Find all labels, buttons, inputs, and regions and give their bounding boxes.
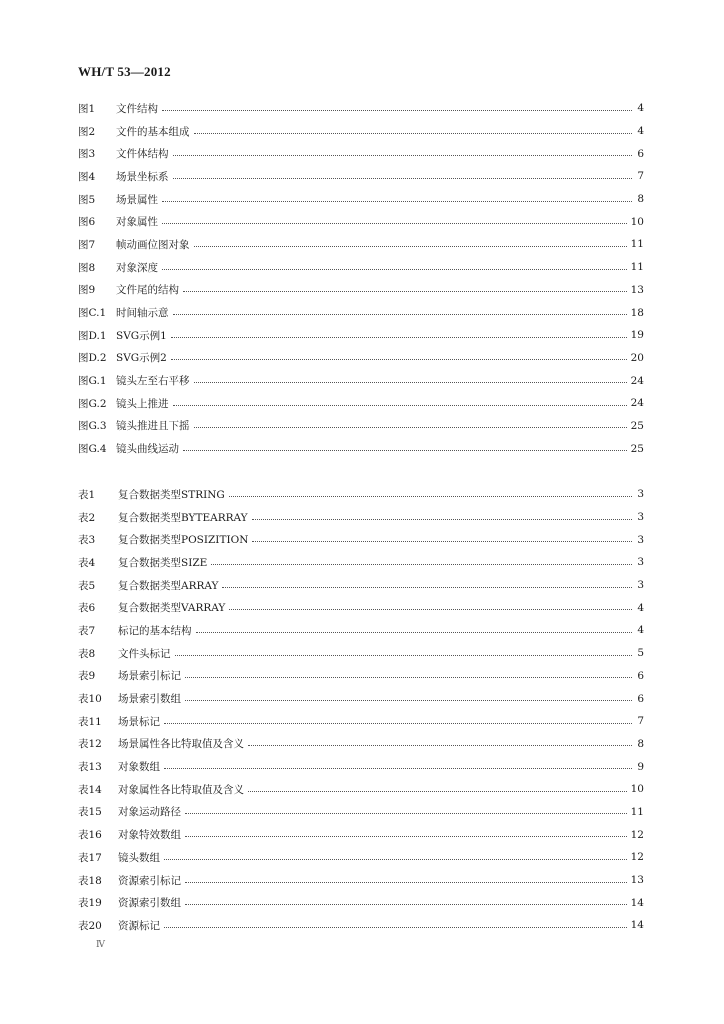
entry-label: 表13 bbox=[78, 761, 102, 774]
toc-entry[interactable] bbox=[78, 891, 644, 914]
entry-title: 对象属性 bbox=[116, 216, 158, 229]
entry-page-number: 3 bbox=[637, 511, 644, 524]
dot-leader bbox=[211, 564, 632, 565]
dot-leader bbox=[185, 813, 627, 814]
entry-label: 表1 bbox=[78, 488, 96, 501]
entry-page-number: 8 bbox=[637, 193, 644, 206]
dot-leader bbox=[173, 155, 633, 156]
entry-page-number: 7 bbox=[637, 715, 644, 728]
entry-label: 表11 bbox=[78, 715, 102, 728]
document-code: WH/T 53—2012 bbox=[78, 64, 171, 79]
entry-label: 图3 bbox=[78, 148, 96, 161]
dot-leader bbox=[196, 632, 633, 633]
dot-leader bbox=[162, 110, 632, 111]
entry-title: 复合数据类型ARRAY bbox=[118, 579, 219, 592]
entry-label: 图6 bbox=[78, 216, 96, 229]
entry-title: SVG示例1 bbox=[116, 329, 167, 342]
dot-leader bbox=[164, 927, 627, 928]
entry-label: 表9 bbox=[78, 670, 96, 683]
entry-label: 图2 bbox=[78, 125, 96, 138]
entry-page-number: 4 bbox=[637, 102, 644, 115]
dot-leader bbox=[185, 677, 632, 678]
toc-entry[interactable] bbox=[78, 596, 644, 619]
entry-title: 对象数组 bbox=[118, 761, 160, 774]
entry-title: 镜头推进且下摇 bbox=[116, 420, 190, 433]
toc-entry[interactable] bbox=[78, 369, 644, 392]
dot-leader bbox=[164, 768, 632, 769]
table-list bbox=[78, 483, 644, 937]
toc-entry[interactable] bbox=[78, 188, 644, 211]
entry-label: 图1 bbox=[78, 102, 96, 115]
entry-title: 场景索引数组 bbox=[118, 693, 181, 706]
dot-leader bbox=[229, 496, 632, 497]
entry-title: 文件尾的结构 bbox=[116, 284, 179, 297]
entry-title: 对象特效数组 bbox=[118, 829, 181, 842]
entry-title: 对象属性各比特取值及含义 bbox=[118, 783, 244, 796]
entry-page-number: 19 bbox=[630, 329, 644, 342]
entry-page-number: 3 bbox=[637, 533, 644, 546]
entry-page-number: 14 bbox=[630, 919, 644, 932]
entry-title: 场景索引标记 bbox=[118, 670, 181, 683]
toc-entry[interactable] bbox=[78, 755, 644, 778]
toc-entry[interactable] bbox=[78, 551, 644, 574]
dot-leader bbox=[222, 587, 632, 588]
page-number: Ⅳ bbox=[96, 940, 105, 950]
entry-title: 复合数据类型VARRAY bbox=[118, 602, 226, 615]
toc-entry[interactable] bbox=[78, 392, 644, 415]
entry-label: 表18 bbox=[78, 874, 102, 887]
dot-leader bbox=[185, 904, 627, 905]
toc-entry[interactable] bbox=[78, 142, 644, 165]
entry-page-number: 18 bbox=[630, 306, 644, 319]
toc-entry[interactable] bbox=[78, 619, 644, 642]
entry-label: 图9 bbox=[78, 284, 96, 297]
toc-entry[interactable] bbox=[78, 846, 644, 869]
entry-page-number: 6 bbox=[637, 147, 644, 160]
toc-entry[interactable] bbox=[78, 97, 644, 120]
entry-page-number: 10 bbox=[630, 215, 644, 228]
entry-page-number: 11 bbox=[630, 238, 644, 251]
dot-leader bbox=[185, 700, 632, 701]
entry-title: 标记的基本结构 bbox=[118, 624, 192, 637]
entry-title: 文件结构 bbox=[116, 102, 158, 115]
entry-page-number: 4 bbox=[637, 125, 644, 138]
entry-title: 帧动画位图对象 bbox=[116, 238, 190, 251]
entry-label: 表20 bbox=[78, 919, 102, 932]
entry-page-number: 12 bbox=[630, 828, 644, 841]
entry-label: 图4 bbox=[78, 170, 96, 183]
entry-title: 复合数据类型SIZE bbox=[118, 556, 208, 569]
dot-leader bbox=[164, 859, 627, 860]
dot-leader bbox=[252, 519, 632, 520]
entry-label: 表19 bbox=[78, 897, 102, 910]
entry-title: 镜头曲线运动 bbox=[116, 443, 179, 456]
entry-page-number: 20 bbox=[630, 351, 644, 364]
entry-title: 场景坐标系 bbox=[116, 170, 169, 183]
toc-entry[interactable] bbox=[78, 437, 644, 460]
entry-label: 表17 bbox=[78, 851, 102, 864]
entry-title: 复合数据类型BYTEARRAY bbox=[118, 511, 248, 524]
toc-entry[interactable] bbox=[78, 733, 644, 756]
entry-page-number: 24 bbox=[630, 397, 644, 410]
entry-page-number: 13 bbox=[630, 874, 644, 887]
entry-label: 表8 bbox=[78, 647, 96, 660]
entry-title: 文件体结构 bbox=[116, 148, 169, 161]
entry-page-number: 25 bbox=[630, 419, 644, 432]
entry-page-number: 14 bbox=[630, 896, 644, 909]
toc-entry[interactable] bbox=[78, 256, 644, 279]
entry-title: 场景属性各比特取值及含义 bbox=[118, 738, 244, 751]
entry-label: 表3 bbox=[78, 534, 96, 547]
dot-leader bbox=[171, 337, 627, 338]
toc-entry[interactable] bbox=[78, 506, 644, 529]
entry-title: 镜头数组 bbox=[118, 851, 160, 864]
entry-title: 场景属性 bbox=[116, 193, 158, 206]
entry-title: 场景标记 bbox=[118, 715, 160, 728]
entry-page-number: 6 bbox=[637, 692, 644, 705]
entry-title: SVG示例2 bbox=[116, 352, 167, 365]
toc-entry[interactable] bbox=[78, 324, 644, 347]
dot-leader bbox=[194, 133, 633, 134]
dot-leader bbox=[173, 178, 633, 179]
entry-label: 图D.2 bbox=[78, 352, 107, 365]
dot-leader bbox=[162, 269, 627, 270]
toc-entry[interactable] bbox=[78, 778, 644, 801]
dot-leader bbox=[173, 314, 627, 315]
entry-title: 资源索引标记 bbox=[118, 874, 181, 887]
entry-title: 复合数据类型POSIZITION bbox=[118, 534, 249, 547]
entry-page-number: 11 bbox=[630, 805, 644, 818]
entry-page-number: 7 bbox=[637, 170, 644, 183]
entry-page-number: 5 bbox=[637, 647, 644, 660]
entry-label: 图8 bbox=[78, 261, 96, 274]
dot-leader bbox=[171, 359, 627, 360]
entry-label: 图C.1 bbox=[78, 307, 107, 320]
toc-entry[interactable] bbox=[78, 801, 644, 824]
entry-page-number: 10 bbox=[630, 783, 644, 796]
dot-leader bbox=[162, 201, 632, 202]
entry-title: 时间轴示意 bbox=[116, 307, 169, 320]
entry-page-number: 4 bbox=[637, 624, 644, 637]
dot-leader bbox=[185, 836, 627, 837]
entry-label: 表2 bbox=[78, 511, 96, 524]
entry-page-number: 9 bbox=[637, 760, 644, 773]
dot-leader bbox=[162, 223, 627, 224]
toc-entry[interactable] bbox=[78, 528, 644, 551]
dot-leader bbox=[229, 609, 632, 610]
toc-entry[interactable] bbox=[78, 823, 644, 846]
dot-leader bbox=[175, 655, 633, 656]
figure-list bbox=[78, 97, 644, 460]
toc-entry[interactable] bbox=[78, 165, 644, 188]
toc-entry[interactable] bbox=[78, 665, 644, 688]
dot-leader bbox=[194, 427, 627, 428]
entry-title: 对象深度 bbox=[116, 261, 158, 274]
entry-label: 表15 bbox=[78, 806, 102, 819]
entry-title: 镜头左至右平移 bbox=[116, 375, 190, 388]
dot-leader bbox=[183, 450, 627, 451]
entry-label: 表12 bbox=[78, 738, 102, 751]
entry-page-number: 24 bbox=[630, 374, 644, 387]
toc-entry[interactable] bbox=[78, 914, 644, 937]
dot-leader bbox=[252, 541, 632, 542]
toc-entry[interactable] bbox=[78, 710, 644, 733]
dot-leader bbox=[183, 291, 627, 292]
entry-title: 文件头标记 bbox=[118, 647, 171, 660]
toc-entry[interactable] bbox=[78, 415, 644, 438]
entry-label: 表5 bbox=[78, 579, 96, 592]
entry-title: 镜头上推进 bbox=[116, 397, 169, 410]
entry-label: 表10 bbox=[78, 693, 102, 706]
dot-leader bbox=[248, 745, 632, 746]
entry-label: 表4 bbox=[78, 556, 96, 569]
entry-title: 资源标记 bbox=[118, 919, 160, 932]
entry-page-number: 3 bbox=[637, 556, 644, 569]
toc-entry[interactable] bbox=[78, 279, 644, 302]
dot-leader bbox=[194, 382, 627, 383]
entry-page-number: 11 bbox=[630, 261, 644, 274]
entry-label: 表14 bbox=[78, 783, 102, 796]
toc-entry[interactable] bbox=[78, 233, 644, 256]
toc-entry[interactable] bbox=[78, 869, 644, 892]
entry-label: 图5 bbox=[78, 193, 96, 206]
entry-label: 图D.1 bbox=[78, 329, 107, 342]
entry-label: 图7 bbox=[78, 238, 96, 251]
entry-label: 表16 bbox=[78, 829, 102, 842]
entry-label: 表7 bbox=[78, 624, 96, 637]
entry-label: 表6 bbox=[78, 602, 96, 615]
dot-leader bbox=[173, 405, 627, 406]
entry-page-number: 13 bbox=[630, 283, 644, 296]
dot-leader bbox=[248, 791, 627, 792]
toc-entry[interactable] bbox=[78, 210, 644, 233]
dot-leader bbox=[164, 723, 632, 724]
toc-entry[interactable] bbox=[78, 301, 644, 324]
entry-title: 资源索引数组 bbox=[118, 897, 181, 910]
toc-entry[interactable] bbox=[78, 347, 644, 370]
entry-label: 图G.4 bbox=[78, 443, 107, 456]
dot-leader bbox=[194, 246, 627, 247]
entry-title: 对象运动路径 bbox=[118, 806, 181, 819]
toc-entry[interactable] bbox=[78, 574, 644, 597]
toc-entry[interactable] bbox=[78, 483, 644, 506]
entry-page-number: 3 bbox=[637, 488, 644, 501]
dot-leader bbox=[185, 882, 627, 883]
entry-page-number: 3 bbox=[637, 579, 644, 592]
entry-label: 图G.3 bbox=[78, 420, 107, 433]
toc-entry[interactable] bbox=[78, 642, 644, 665]
entry-page-number: 25 bbox=[630, 442, 644, 455]
entry-page-number: 6 bbox=[637, 669, 644, 682]
entry-page-number: 8 bbox=[637, 737, 644, 750]
entry-title: 文件的基本组成 bbox=[116, 125, 190, 138]
toc-entry[interactable] bbox=[78, 687, 644, 710]
entry-page-number: 4 bbox=[637, 601, 644, 614]
entry-label: 图G.2 bbox=[78, 397, 107, 410]
entry-label: 图G.1 bbox=[78, 375, 107, 388]
entry-page-number: 12 bbox=[630, 851, 644, 864]
entry-title: 复合数据类型STRING bbox=[118, 488, 225, 501]
toc-entry[interactable] bbox=[78, 120, 644, 143]
